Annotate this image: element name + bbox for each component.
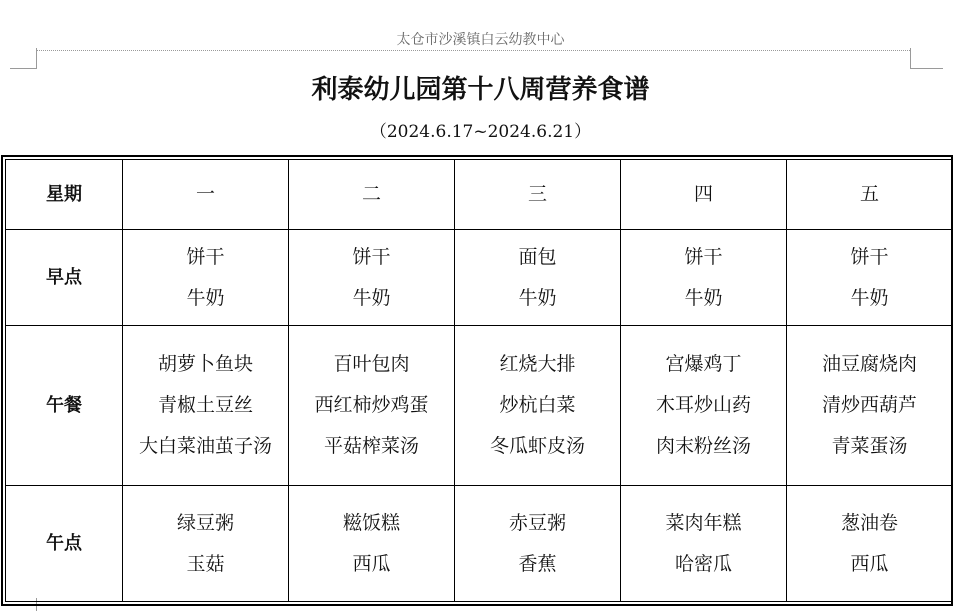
menu-cell [289, 486, 455, 602]
dish-item: 宫爆鸡丁 [665, 353, 742, 375]
meal-row-afternoon-snack [6, 486, 953, 602]
dish-item: 玉菇 [186, 552, 225, 575]
dish-item: 牛奶 [352, 286, 391, 309]
dish-item: 牛奶 [684, 286, 723, 309]
menu-title: 利泰幼儿园第十八周营养食谱 [311, 75, 650, 105]
dish-item: 饼干 [352, 245, 391, 268]
menu-table-frame [1, 155, 953, 606]
menu-cell [289, 230, 455, 326]
menu-cell [787, 230, 953, 326]
dish-item: 饼干 [684, 245, 723, 268]
menu-cell [123, 230, 289, 326]
organization-header: 太仓市沙溪镇白云幼教中心 [396, 32, 565, 48]
dish-item: 葱油卷 [840, 511, 898, 534]
dish-item: 红烧大排 [499, 353, 576, 375]
meal-label-morning-snack: 早点 [6, 230, 123, 326]
weekly-menu-table [5, 159, 953, 602]
meal-row-lunch [6, 326, 953, 486]
dish-item: 青菜蛋汤 [831, 435, 908, 457]
menu-cell [455, 326, 621, 486]
dish-item: 青椒土豆丝 [157, 394, 253, 416]
meal-row-morning-snack [6, 230, 953, 326]
dish-item: 清炒西葫芦 [821, 394, 917, 416]
dish-item: 面包 [518, 245, 557, 268]
dish-item: 牛奶 [518, 286, 557, 309]
dish-item: 哈密瓜 [674, 552, 732, 575]
menu-cell [455, 230, 621, 326]
dish-item: 绿豆粥 [176, 511, 234, 534]
menu-cell [455, 486, 621, 602]
menu-cell [621, 326, 787, 486]
dish-item: 肉末粉丝汤 [655, 435, 751, 457]
weekday-header-row [6, 160, 953, 230]
date-range: （2024.6.17~2024.6.21） [369, 122, 592, 142]
weekday-wednesday: 三 [455, 160, 621, 230]
dish-item: 西红柿炒鸡蛋 [314, 394, 429, 416]
dish-item: 赤豆粥 [508, 511, 566, 534]
dish-item: 西瓜 [352, 552, 391, 575]
dish-item: 油豆腐烧肉 [821, 353, 917, 375]
dish-item: 牛奶 [850, 286, 889, 309]
menu-cell [787, 326, 953, 486]
dish-item: 木耳炒山药 [655, 394, 751, 416]
dish-item: 冬瓜虾皮汤 [489, 435, 585, 457]
dish-item: 香蕉 [518, 552, 557, 575]
weekday-tuesday: 二 [289, 160, 455, 230]
weekday-header-label: 星期 [6, 160, 123, 230]
header-divider [36, 50, 910, 51]
dish-item: 菜肉年糕 [665, 511, 742, 534]
menu-cell [621, 486, 787, 602]
dish-item: 牛奶 [186, 286, 225, 309]
dish-item: 西瓜 [850, 552, 889, 575]
page-corner-mark-top-right [910, 48, 943, 69]
menu-cell [289, 326, 455, 486]
page-corner-mark-top-left [10, 48, 37, 69]
dish-item: 胡萝卜鱼块 [157, 353, 253, 375]
menu-cell [123, 326, 289, 486]
meal-label-lunch: 午餐 [6, 326, 123, 486]
weekday-friday: 五 [787, 160, 953, 230]
dish-item: 大白菜油茧子汤 [138, 435, 272, 457]
dish-item: 平菇榨菜汤 [323, 435, 419, 457]
dish-item: 糍饭糕 [342, 511, 400, 534]
menu-cell [621, 230, 787, 326]
dish-item: 百叶包肉 [333, 353, 410, 375]
dish-item: 饼干 [186, 245, 225, 268]
meal-label-afternoon-snack: 午点 [6, 486, 123, 602]
weekday-monday: 一 [123, 160, 289, 230]
dish-item: 炒杭白菜 [499, 394, 576, 416]
menu-cell [123, 486, 289, 602]
menu-cell [787, 486, 953, 602]
weekday-thursday: 四 [621, 160, 787, 230]
dish-item: 饼干 [850, 245, 889, 268]
